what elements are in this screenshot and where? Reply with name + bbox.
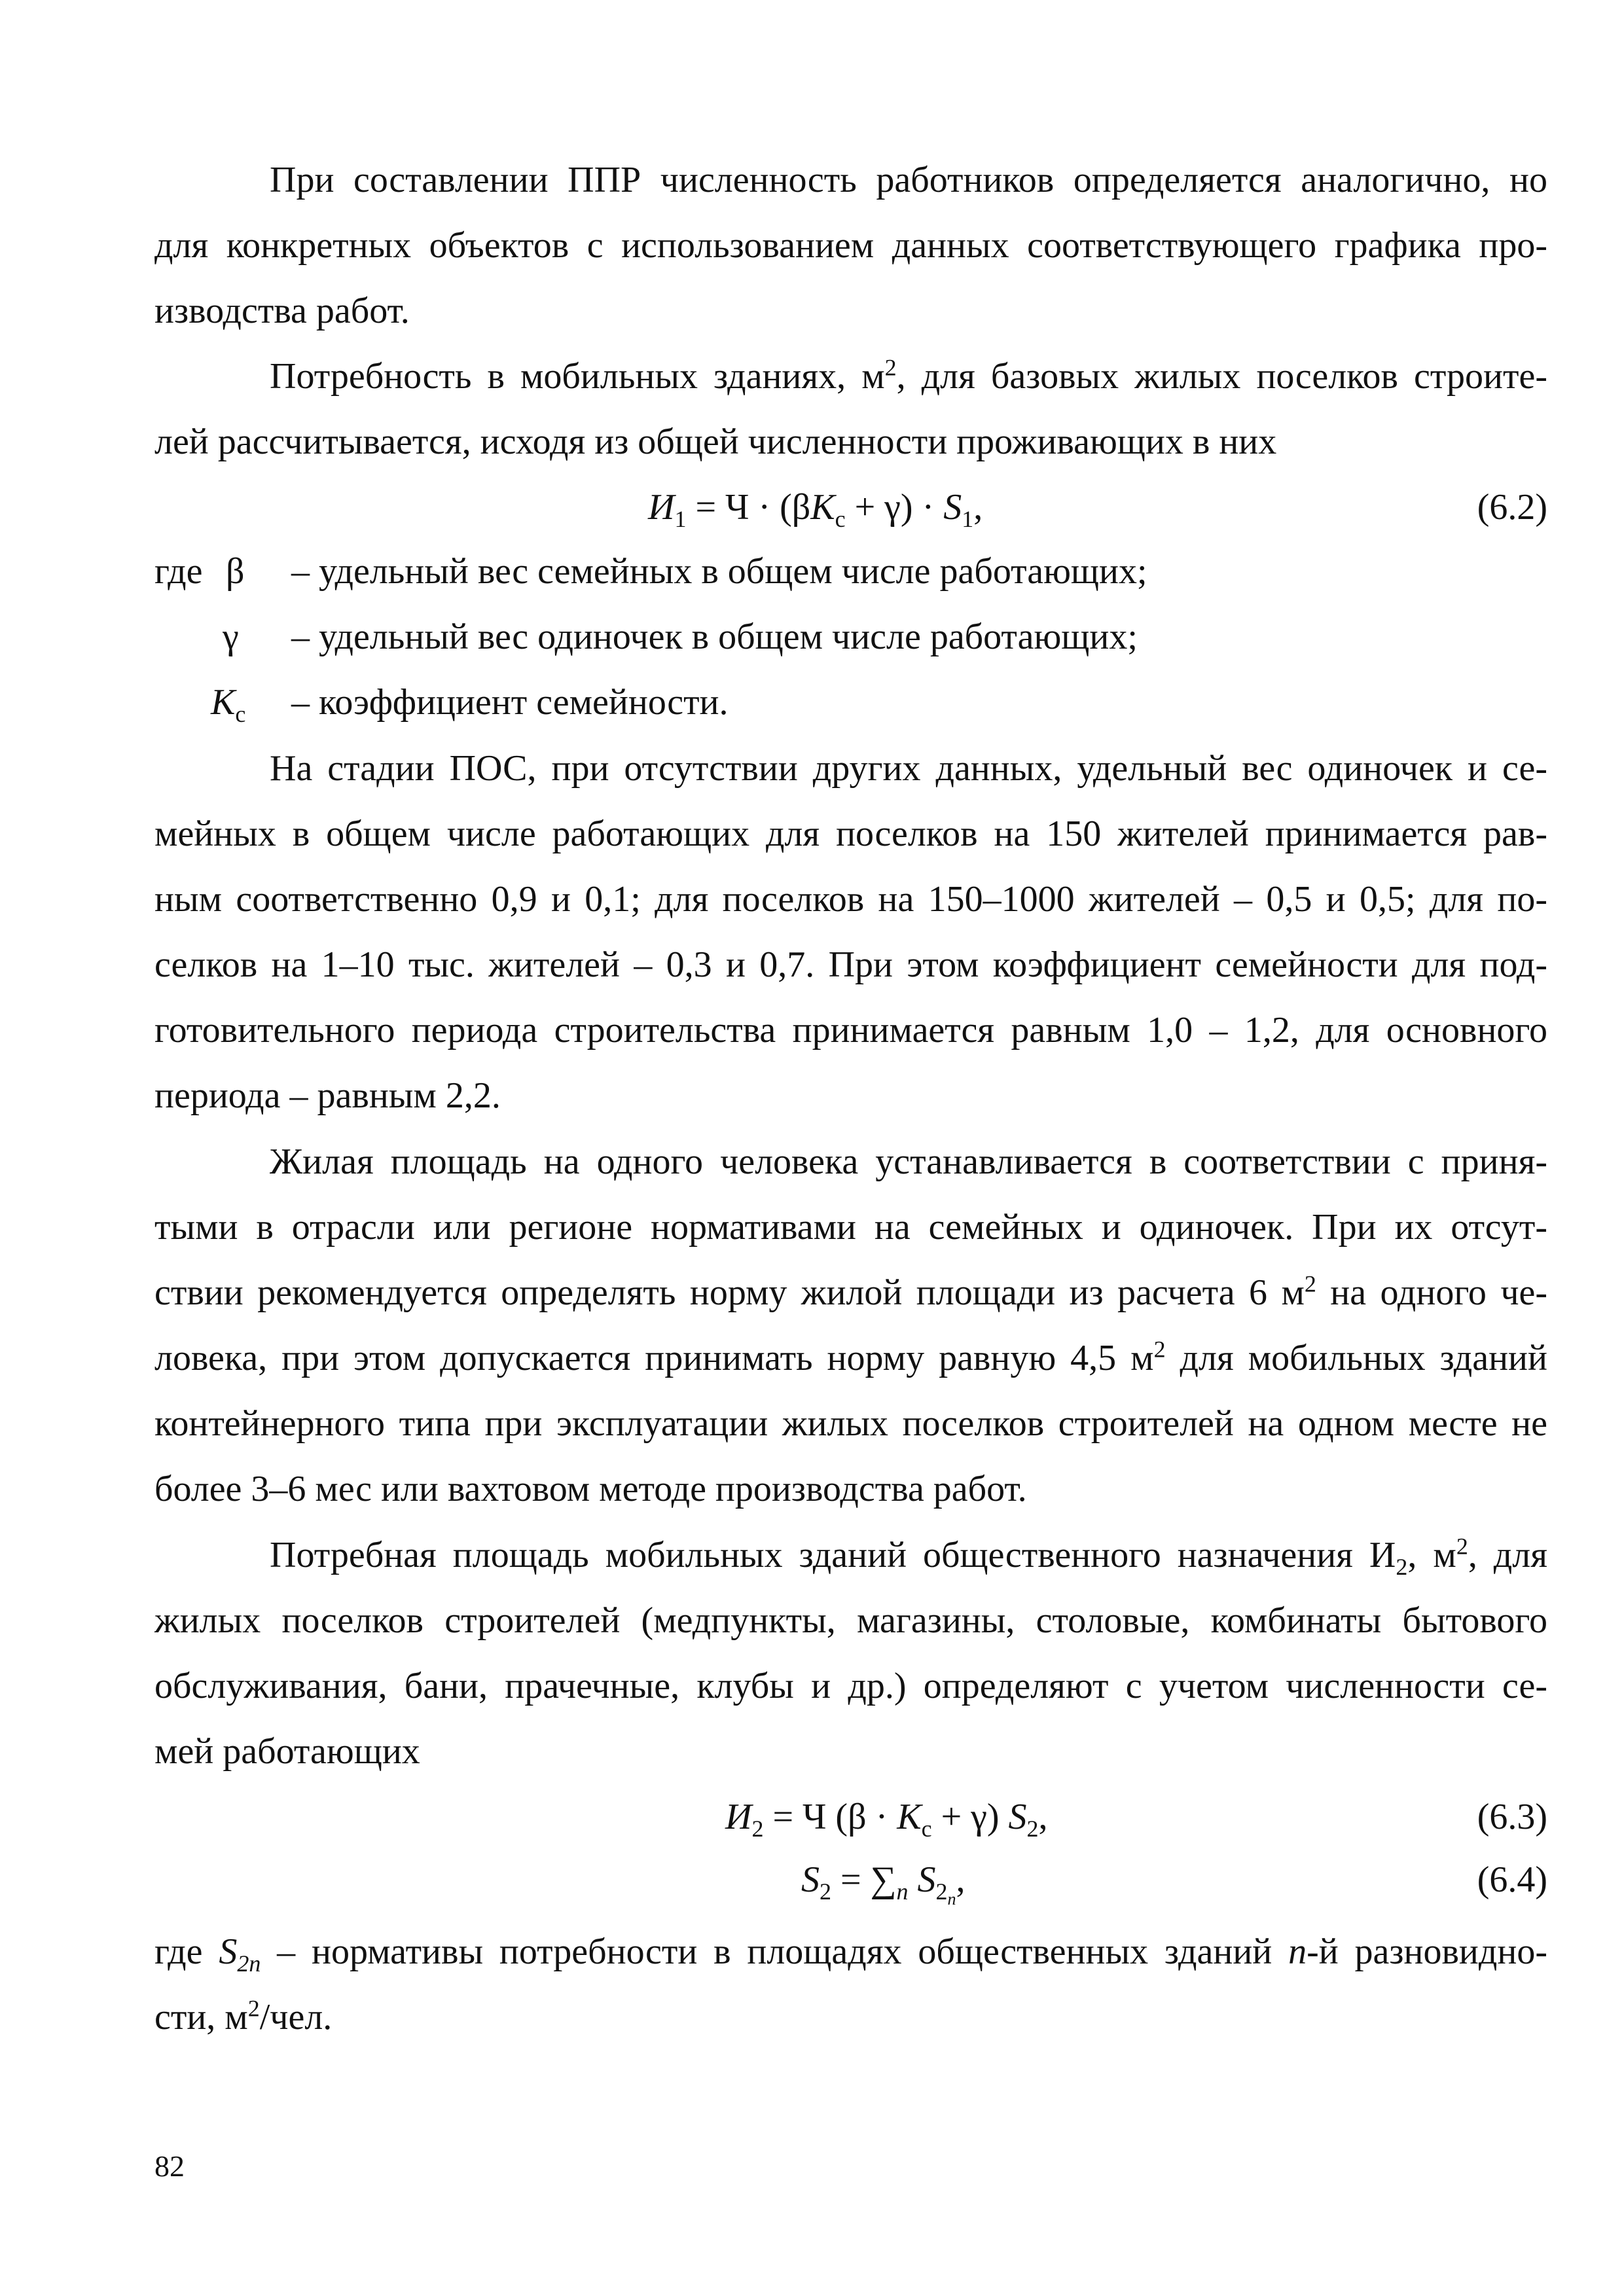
- text-line: Потребная площадь мобильных зданий общественного назначения $И_2$, $м^2$, для: [270, 1533, 1548, 1581]
- text-line: сти, $м^2$/чел.: [154, 1995, 333, 2037]
- formula-6-3: $И_2 = Ч$ $(\beta \cdot K_с + \gamma)$ $S_2$,: [725, 1797, 1048, 1842]
- where-label: где: [154, 551, 203, 592]
- equation-number: (6.2): [1477, 487, 1547, 528]
- symbol-description: – коэффициент семейности.: [291, 682, 729, 723]
- equation-number: (6.3): [1477, 1797, 1547, 1837]
- text-line: изводства работ.: [154, 291, 410, 331]
- text-line: мейных в общем числе работающих для поселков на 150 жителей принимается рав-: [154, 814, 1547, 854]
- text-line: для конкретных объектов с использованием данных соответствующего графика про-: [154, 225, 1547, 266]
- text-line: селков на 1–10 тыс. жителей – 0,3 и 0,7. При этом коэффициент семейности для под-: [154, 944, 1547, 985]
- text-line: более 3–6 мес или вахтовом методе производства работ.: [154, 1469, 1027, 1509]
- text-line: где $S_{2n}$ – нормативы потребности в площадях общественных зданий n-й разновидно-: [154, 1931, 1547, 1977]
- symbol-kc: $K_с$: [211, 682, 246, 728]
- symbol-description: – удельный вес одиночек в общем числе работающих;: [291, 617, 1138, 657]
- text-line: лей рассчитывается, исходя из общей численности проживающих в них: [154, 422, 1277, 462]
- symbol-description: – удельный вес семейных в общем числе работающих;: [291, 551, 1147, 592]
- text-line: ловека, при этом допускается принимать норму равную 4,5 $м^2$ для мобильных зданий: [154, 1336, 1547, 1378]
- text-line: ствии рекомендуется определять норму жилой площади из расчета 6 $м^2$ на одного че-: [154, 1270, 1548, 1313]
- text-line: обслуживания, бани, прачечные, клубы и др.) определяют с учетом численности се-: [154, 1666, 1547, 1706]
- text-line: мей работающих: [154, 1731, 420, 1772]
- formula-6-4: $S_2 = \sum_n$ $S_{2_n}$,: [801, 1859, 965, 1909]
- text-line: При составлении ППР численность работников определяется аналогично, но: [270, 160, 1547, 200]
- text-line: ным соответственно 0,9 и 0,1; для поселков на 150–1000 жителей – 0,5 и 0,5; для по-: [154, 879, 1547, 920]
- text-line: готовительного периода строительства принимается равным 1,0 – 1,2, для основного: [154, 1010, 1547, 1050]
- equation-number: (6.4): [1477, 1859, 1547, 1900]
- page-number: 82: [154, 2149, 185, 2183]
- text-line: жилых поселков строителей (медпункты, магазины, столовые, комбинаты бытового: [154, 1600, 1547, 1641]
- text-line: контейнерного типа при эксплуатации жилых поселков строителей на одном месте не: [154, 1403, 1547, 1444]
- text-line: Жилая площадь на одного человека устанавливается в соответствии с приня-: [270, 1141, 1547, 1182]
- symbol-gamma: γ: [223, 617, 239, 657]
- text-line: На стадии ПОС, при отсутствии других данных, удельный вес одиночек и се-: [270, 748, 1547, 789]
- text-line: периода – равным 2,2.: [154, 1075, 501, 1116]
- text-line: Потребность в мобильных зданиях, $м^2$, для базовых жилых поселков строите-: [270, 354, 1547, 397]
- formula-6-2: $И_1 = Ч \cdot (\beta K_с + \gamma) \cdot S_1$,: [648, 487, 983, 533]
- text-line: тыми в отрасли или регионе нормативами на семейных и одиночек. При их отсут-: [154, 1207, 1547, 1247]
- symbol-beta: β: [226, 551, 245, 592]
